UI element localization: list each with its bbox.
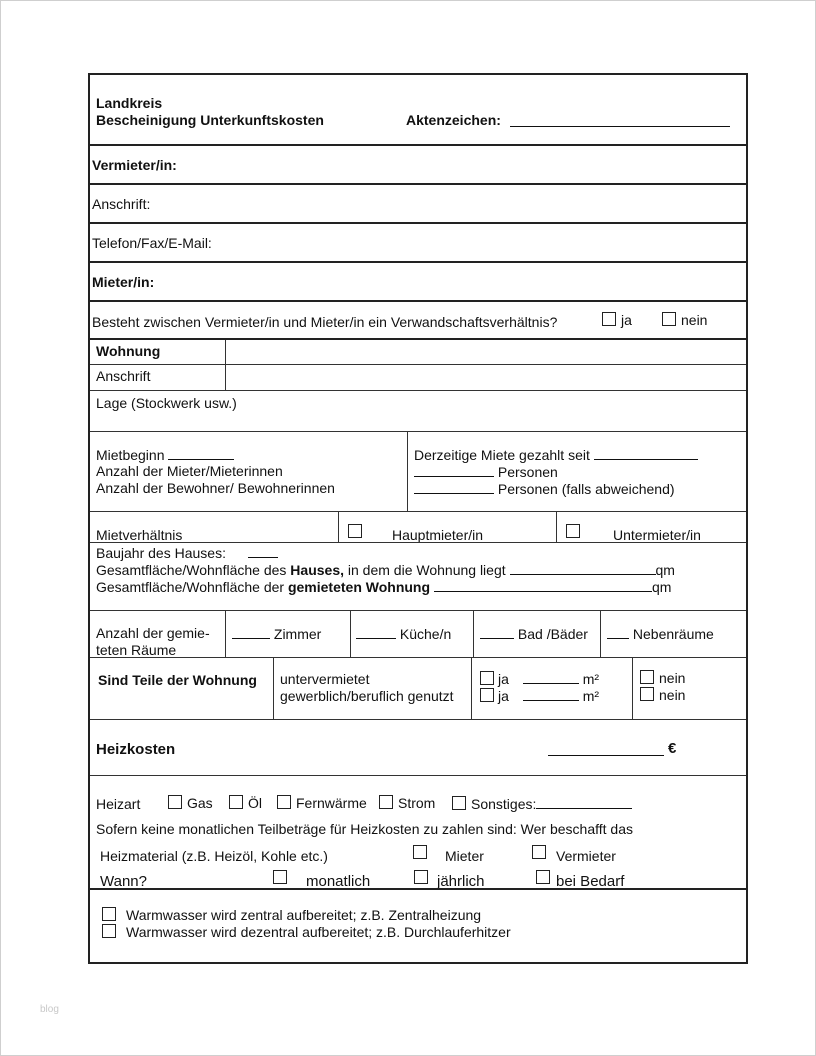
yearly-label: jährlich <box>437 873 485 888</box>
on-demand-checkbox[interactable] <box>536 870 550 884</box>
currency-symbol: € <box>668 740 677 757</box>
landlord-row <box>90 144 746 183</box>
heating-type-district[interactable]: Fernwärme <box>277 795 367 812</box>
commercial-label: gewerblich/beruflich genutzt <box>280 688 454 704</box>
form-title: Bescheinigung Unterkunftskosten <box>96 112 324 128</box>
heating-cost-label: Heizkosten <box>96 741 176 758</box>
commercial-area-field[interactable] <box>523 687 579 701</box>
header-section <box>90 75 746 144</box>
rooms-label-line2: teten Räume <box>96 642 177 657</box>
relation-yes-option[interactable]: ja <box>602 312 632 329</box>
current-rent-label: Derzeitige Miete gezahlt seit <box>414 446 698 464</box>
checkbox-icon[interactable] <box>480 688 494 702</box>
checkbox-icon[interactable] <box>640 670 654 684</box>
heating-type-other[interactable]: Sonstiges: <box>452 795 632 813</box>
checkbox-icon[interactable] <box>480 671 494 685</box>
parts-row <box>90 657 746 719</box>
landlord-address-row[interactable] <box>90 183 746 222</box>
checkbox-icon[interactable] <box>229 795 243 809</box>
checkbox-icon[interactable] <box>602 312 616 326</box>
house-area-field[interactable] <box>510 561 656 575</box>
side-rooms-count: Nebenräume <box>607 625 714 643</box>
checkbox-icon[interactable] <box>452 796 466 810</box>
checkbox-icon[interactable] <box>168 795 182 809</box>
building-row <box>90 542 746 610</box>
side-rooms-field[interactable] <box>607 625 629 639</box>
district-label: Landkreis <box>96 95 163 111</box>
commercial-no-option: nein <box>640 687 685 704</box>
material-tenant-checkbox[interactable] <box>413 845 427 859</box>
on-demand-label: bei Bedarf <box>556 873 625 888</box>
heating-note: Sofern keine monatlichen Teilbeträge für Heizkosten zu zahlen sind: Wer beschafft das <box>96 821 633 837</box>
checkbox-icon[interactable] <box>277 795 291 809</box>
tenant-row[interactable] <box>90 261 746 300</box>
material-landlord-checkbox[interactable] <box>532 845 546 859</box>
sub-tenant-label: Untermieter/in <box>613 527 701 542</box>
rooms-row <box>90 610 746 657</box>
heating-details-row <box>90 775 746 888</box>
apartment-label: Wohnung <box>96 343 161 359</box>
rented-area-field[interactable] <box>434 578 652 592</box>
tenant-label: Mieter/in: <box>92 274 155 290</box>
landlord-label: Vermieter/in: <box>92 157 177 173</box>
file-ref-field[interactable] <box>510 113 730 127</box>
kitchen-field[interactable] <box>356 625 396 639</box>
file-ref-label: Aktenzeichen: <box>406 112 501 128</box>
num-tenants-label: Anzahl der Mieter/Mieterinnen <box>96 463 283 479</box>
certificate-form <box>88 73 748 964</box>
bath-count: Bad /Bäder <box>480 625 588 643</box>
rooms-count: Zimmer <box>232 625 321 643</box>
persons-diff-field[interactable] <box>414 480 494 494</box>
apartment-location-row[interactable] <box>90 390 746 431</box>
commercial-yes-option: ja m² <box>480 687 599 705</box>
persons-field[interactable] <box>414 463 494 477</box>
apartment-address-label: Anschrift <box>96 368 151 384</box>
material-landlord-label: Vermieter <box>556 848 616 864</box>
main-tenant-label: Hauptmieter/in <box>392 527 484 542</box>
sublet-label: untervermietet <box>280 671 370 687</box>
rent-start-field[interactable] <box>168 446 234 460</box>
tenancy-label: Mietverhältnis <box>96 527 183 542</box>
house-area-label: Gesamtfläche/Wohnfläche des Hauses, in dem die Wohnung liegt qm <box>96 562 675 578</box>
monthly-checkbox[interactable] <box>273 870 287 884</box>
material-tenant-label: Mieter <box>445 848 484 864</box>
water-decentral-option[interactable]: Warmwasser wird dezentral aufbereitet; z.B. Durchlauferhitzer <box>102 924 511 941</box>
parts-label: Sind Teile der Wohnung <box>98 672 257 688</box>
water-row <box>90 888 746 964</box>
rent-details-row <box>90 431 746 511</box>
rent-start-label: Mietbeginn <box>96 446 234 464</box>
persons-label: Personen <box>414 463 558 481</box>
main-tenant-checkbox[interactable] <box>348 524 362 538</box>
apartment-location-label: Lage (Stockwerk usw.) <box>96 395 237 411</box>
monthly-label: monatlich <box>306 873 371 888</box>
sub-tenant-checkbox[interactable] <box>566 524 580 538</box>
tenancy-row <box>90 511 746 542</box>
year-built-label: Baujahr des Hauses: <box>96 544 278 562</box>
yearly-checkbox[interactable] <box>414 870 428 884</box>
checkbox-icon[interactable] <box>662 312 676 326</box>
heating-cost-field[interactable] <box>548 742 664 756</box>
rooms-field[interactable] <box>232 625 270 639</box>
apartment-address-row[interactable] <box>90 364 746 390</box>
heating-type-oil[interactable]: Öl <box>229 795 262 812</box>
landlord-contact-row[interactable] <box>90 222 746 261</box>
checkbox-icon[interactable] <box>379 795 393 809</box>
relation-no-option[interactable]: nein <box>662 312 707 329</box>
heating-type-gas[interactable]: Gas <box>168 795 213 812</box>
water-central-option[interactable]: Warmwasser wird zentral aufbereitet; z.B. Zentralheizung <box>102 907 481 924</box>
relation-row <box>90 300 746 338</box>
rooms-label-line1: Anzahl der gemie- <box>96 625 210 641</box>
heating-cost-row <box>90 719 746 775</box>
num-residents-label: Anzahl der Bewohner/ Bewohnerinnen <box>96 480 335 496</box>
sublet-area-field[interactable] <box>523 670 579 684</box>
watermark-text: blog <box>40 1004 59 1015</box>
heating-material-label: Heizmaterial (z.B. Heizöl, Kohle etc.) <box>100 848 328 864</box>
current-rent-date-field[interactable] <box>594 446 698 460</box>
checkbox-icon[interactable] <box>102 907 116 921</box>
landlord-address-label: Anschrift: <box>92 196 151 212</box>
sublet-yes-option: ja m² <box>480 670 599 688</box>
checkbox-icon[interactable] <box>640 687 654 701</box>
bath-field[interactable] <box>480 625 514 639</box>
year-built-field[interactable] <box>248 544 278 558</box>
relation-question: Besteht zwischen Vermieter/in und Mieter/in ein Verwandschaftsverhältnis? <box>92 314 558 330</box>
heating-other-field[interactable] <box>536 795 632 809</box>
persons-diff-label: Personen (falls abweichend) <box>414 480 675 498</box>
heating-type-electric[interactable]: Strom <box>379 795 435 812</box>
kitchen-count: Küche/n <box>356 625 451 643</box>
rented-area-label: Gesamtfläche/Wohnfläche der gemieteten Wohnung qm <box>96 579 672 595</box>
checkbox-icon[interactable] <box>102 924 116 938</box>
apartment-row <box>90 338 746 364</box>
landlord-contact-label: Telefon/Fax/E-Mail: <box>92 235 212 251</box>
when-label: Wann? <box>100 873 147 888</box>
sublet-no-option: nein <box>640 670 685 687</box>
heating-type-label: Heizart <box>96 796 141 812</box>
